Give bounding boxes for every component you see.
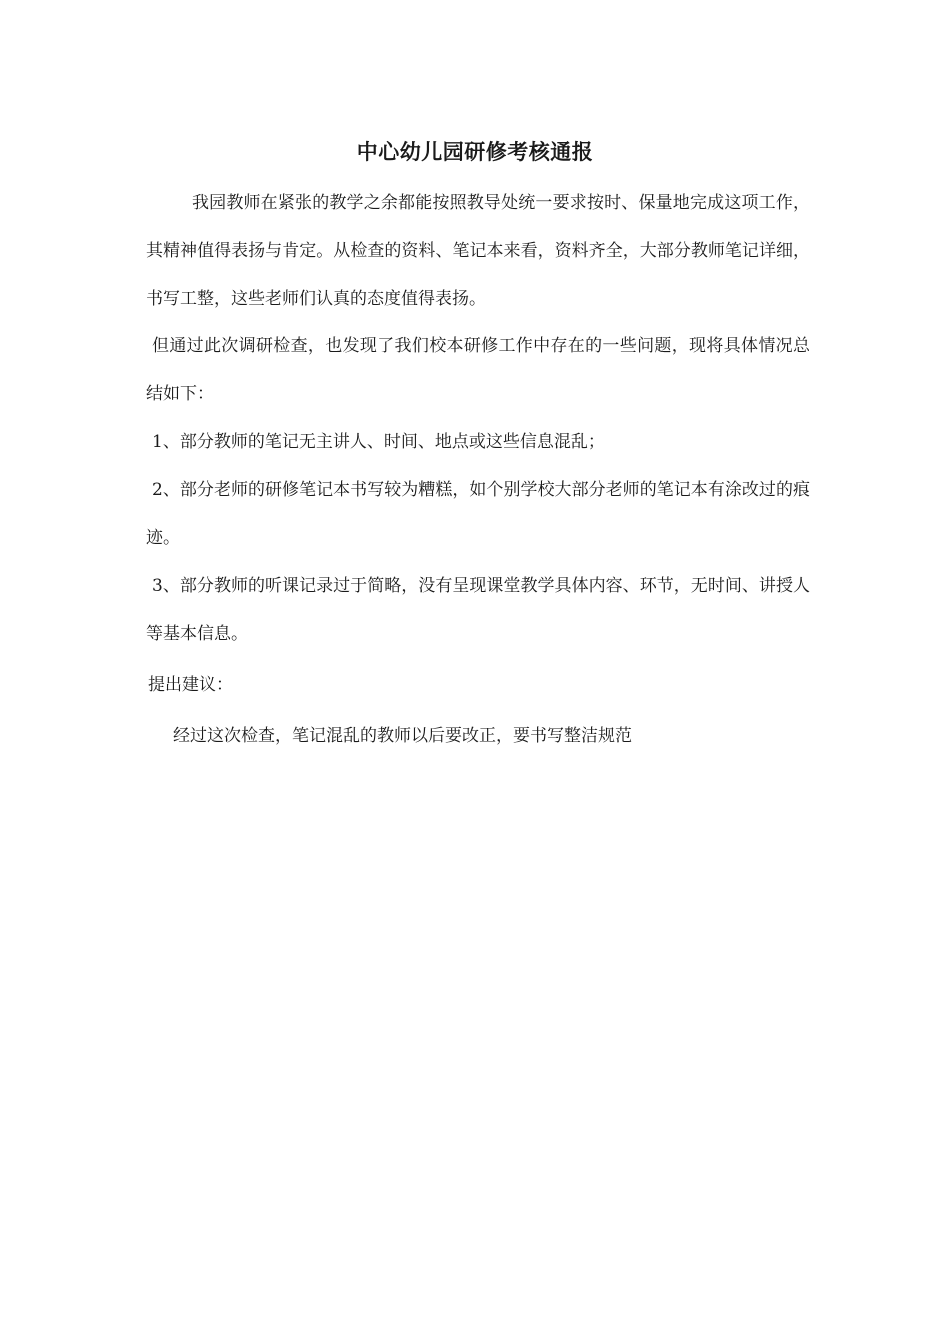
list-item-problem-1: 1、部分教师的笔记无主讲人、时间、地点或这些信息混乱； bbox=[152, 432, 605, 452]
paragraph-suggestion: 经过这次检查，笔记混乱的教师以后要改正，要书写整洁规范 bbox=[173, 726, 632, 746]
document-title: 中心幼儿园研修考核通报 bbox=[356, 139, 594, 164]
list-item-problem-3: 3、部分教师的听课记录过于简略，没有呈现课堂教学具体内容、环节，无时间、讲授人等基本信息。 bbox=[146, 576, 810, 644]
paragraph-problems-intro: 但通过此次调研检查，也发现了我们校本研修工作中存在的一些问题，现将具体情况总结如下： bbox=[146, 336, 810, 404]
paragraph-praise: 我园教师在紧张的教学之余都能按照教导处统一要求按时、保量地完成这项工作，其精神值得表扬与肯定。从检查的资料、笔记本来看，资料齐全，大部分教师笔记详细，书写工整，这些老师们认真的态度值得表扬。 bbox=[146, 193, 810, 309]
suggestions-heading: 提出建议： bbox=[148, 675, 233, 695]
list-item-problem-2: 2、部分老师的研修笔记本书写较为糟糕，如个别学校大部分老师的笔记本有涂改过的痕迹。 bbox=[146, 480, 810, 548]
